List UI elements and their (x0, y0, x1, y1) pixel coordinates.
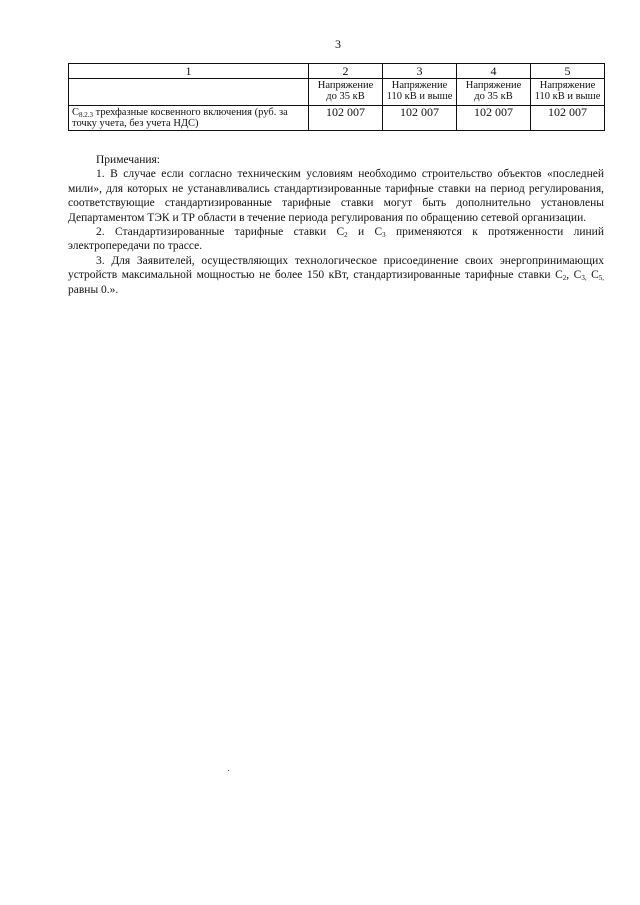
row-value-1: 102 007 (309, 106, 383, 131)
row-label-subscript: 8.2.3 (79, 111, 94, 119)
note-2-text-b: и С (347, 226, 383, 239)
row-label-text: трехфазные косвенного включения (руб. за точку учета, без учета НДС) (72, 107, 288, 129)
row-value-3: 102 007 (457, 106, 531, 131)
page-number: 3 (335, 37, 341, 51)
note-3 (68, 254, 604, 297)
column-number-5: 5 (531, 64, 605, 79)
note-3-text-b: , С (566, 269, 582, 282)
column-number-2: 2 (309, 64, 383, 79)
note-3-text-c: С (586, 269, 599, 282)
note-2-text-c: применяются к протяженности линий электропередачи по трассе. (68, 226, 604, 253)
column-number-3: 3 (383, 64, 457, 79)
column-number-4: 4 (457, 64, 531, 79)
voltage-header-3: Напряжение до 35 кВ (457, 79, 531, 106)
voltage-header-4: Напряжение 110 кВ и выше (531, 79, 605, 106)
column-number-1: 1 (69, 64, 309, 79)
row-value-4: 102 007 (531, 106, 605, 131)
table-row (69, 106, 605, 131)
voltage-header-1: Напряжение до 35 кВ (309, 79, 383, 106)
tariff-table (68, 63, 605, 131)
note-2 (68, 225, 604, 254)
row-value-2: 102 007 (383, 106, 457, 131)
notes-title: Примечания: (96, 154, 160, 166)
row-label-letter: С (72, 107, 80, 118)
voltage-header-2: Напряжение 110 кВ и выше (383, 79, 457, 106)
table-voltage-header-row (69, 79, 605, 106)
note-3-subscript-c: 5, (598, 274, 604, 283)
note-1: 1. В случае если согласно техническим условиям необходимо строительство объектов «последней мили», для которых не устанавливались стандартизированные тарифные ставки на период регулирования, соответствующие стандартизированные тарифные ставки могут быть дополнительно установлены Департаментом ТЭК и ТР области в течение периода регулирования по обращению сетевой организации. (68, 168, 604, 224)
scan-dot (228, 770, 229, 771)
note-3-text-a: 3. Для Заявителей, осуществляющих технологическое присоединение своих энергопринимающих устройств максимальной мощностью не более 150 кВт, стандартизированные тарифные ставки С (68, 254, 604, 282)
note-2-text-a: 2. Стандартизированные тарифные ставки С (96, 226, 345, 239)
note-2-subscript-a: 2 (344, 231, 348, 240)
note-3-text-d: равны 0.». (68, 283, 119, 296)
empty-header-cell (69, 79, 309, 106)
row-label (69, 106, 309, 131)
note-3-subscript-b: 3, (581, 274, 587, 283)
table-header-numbers-row (69, 64, 605, 79)
notes-section (68, 153, 604, 297)
note-2-subscript-b: 3 (382, 231, 386, 240)
note-3-subscript-a: 2 (562, 274, 567, 283)
